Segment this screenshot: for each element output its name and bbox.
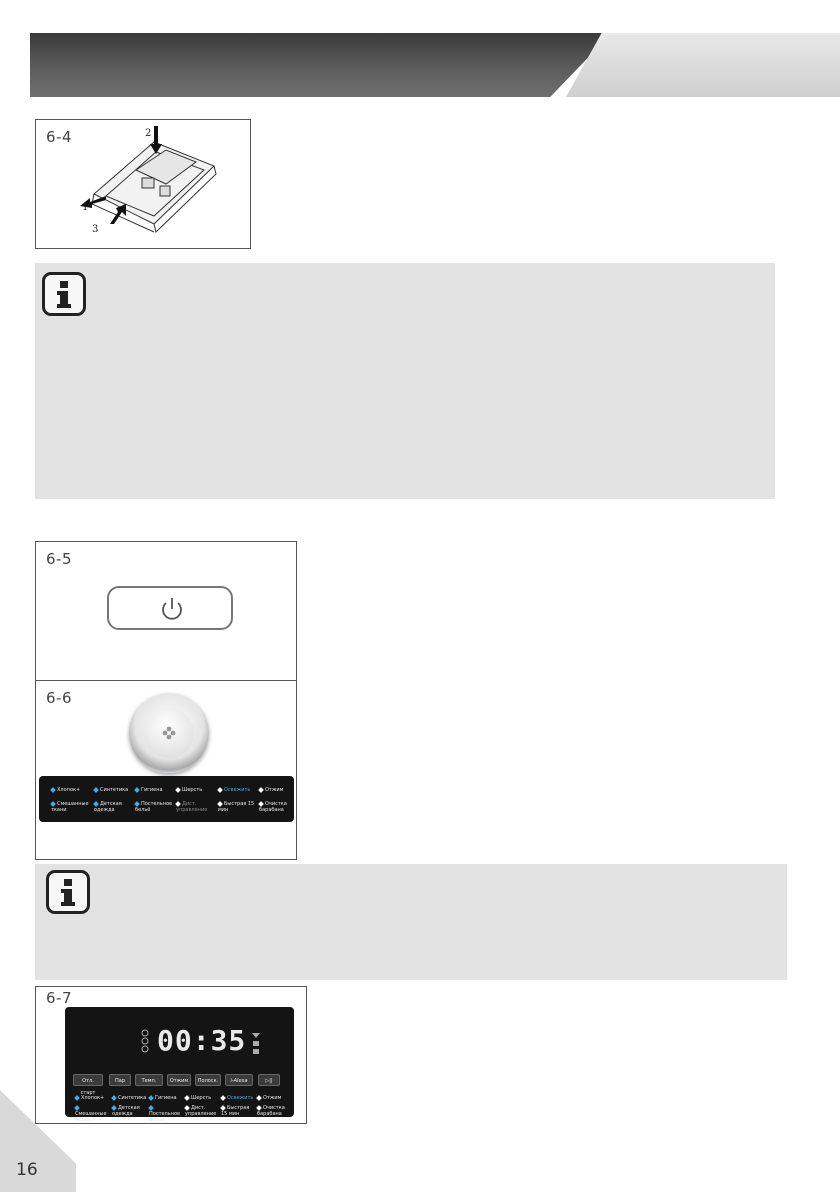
program-item: Синтетика (112, 1095, 146, 1101)
detergent-drawer-illustration (36, 120, 250, 248)
info-icon (46, 870, 90, 914)
program-item: Очистка барабана (259, 801, 287, 813)
program-item: Детская одежда (94, 801, 122, 813)
program-item-selected: Освежить (218, 787, 250, 793)
program-item: Шерсть (176, 787, 202, 793)
program-item: Отжим (259, 787, 283, 793)
program-item: Смешанные ткани (75, 1105, 111, 1123)
program-item: Быстрая 15 мин (221, 1105, 250, 1117)
delay-start-button: Отл. старт (73, 1074, 103, 1086)
figure-6-6 (35, 680, 297, 860)
info-note-box (35, 263, 775, 499)
program-item: Гигиена (135, 787, 163, 793)
program-item: Постельное бельё (135, 801, 173, 813)
program-item: Постельное бельё (149, 1105, 185, 1123)
program-item-selected: Освежить (221, 1095, 253, 1101)
control-panel (65, 1007, 294, 1123)
section-header-bar (30, 33, 608, 97)
callout-2: 2 (145, 128, 152, 139)
steam-button: Пар (109, 1074, 131, 1086)
figure-label: 6-4 (46, 128, 72, 146)
figure-6-7 (35, 986, 307, 1124)
rinse-button: Полоск. (195, 1074, 221, 1086)
program-item: Дист. управление (176, 801, 208, 813)
program-item: Хлопок+ (51, 787, 80, 793)
display-indicators (139, 1029, 151, 1055)
info-icon (42, 272, 86, 316)
spin-button: Отжим (167, 1074, 191, 1086)
program-item: Шерсть (185, 1095, 211, 1101)
program-item: Хлопок+ (75, 1095, 104, 1101)
program-item: Быстрая 15 мин (218, 801, 255, 813)
start-pause-button: ▷|| (258, 1074, 280, 1086)
figure-label: 6-7 (46, 989, 72, 1007)
program-item: Синтетика (94, 787, 128, 793)
clover-icon (161, 725, 177, 741)
info-note-box (35, 864, 787, 980)
figure-6-4 (35, 119, 251, 249)
power-button (107, 586, 233, 630)
program-item: Отжим (257, 1095, 281, 1101)
display-indicators-right (251, 1031, 261, 1055)
section-header-tab (566, 33, 840, 97)
page-number: 16 (16, 1160, 38, 1180)
program-item: Смешанные ткани (51, 801, 89, 813)
alexa-button: i-Alexa (225, 1074, 253, 1086)
time-display: 00:35 (157, 1024, 247, 1057)
program-item: Дист. управление (185, 1105, 217, 1117)
temperature-button: Темп. (135, 1074, 163, 1086)
figure-6-5 (35, 541, 297, 681)
program-list-panel (39, 776, 294, 822)
figure-label: 6-6 (46, 689, 72, 707)
callout-1: 1 (82, 202, 89, 213)
program-item: Гигиена (149, 1095, 177, 1101)
program-item: Очистка барабана (257, 1105, 285, 1117)
callout-3: 3 (92, 224, 99, 235)
program-selector-knob (129, 693, 209, 773)
power-icon (157, 594, 187, 624)
program-item: Детская одежда (112, 1105, 140, 1117)
figure-label: 6-5 (46, 550, 72, 568)
